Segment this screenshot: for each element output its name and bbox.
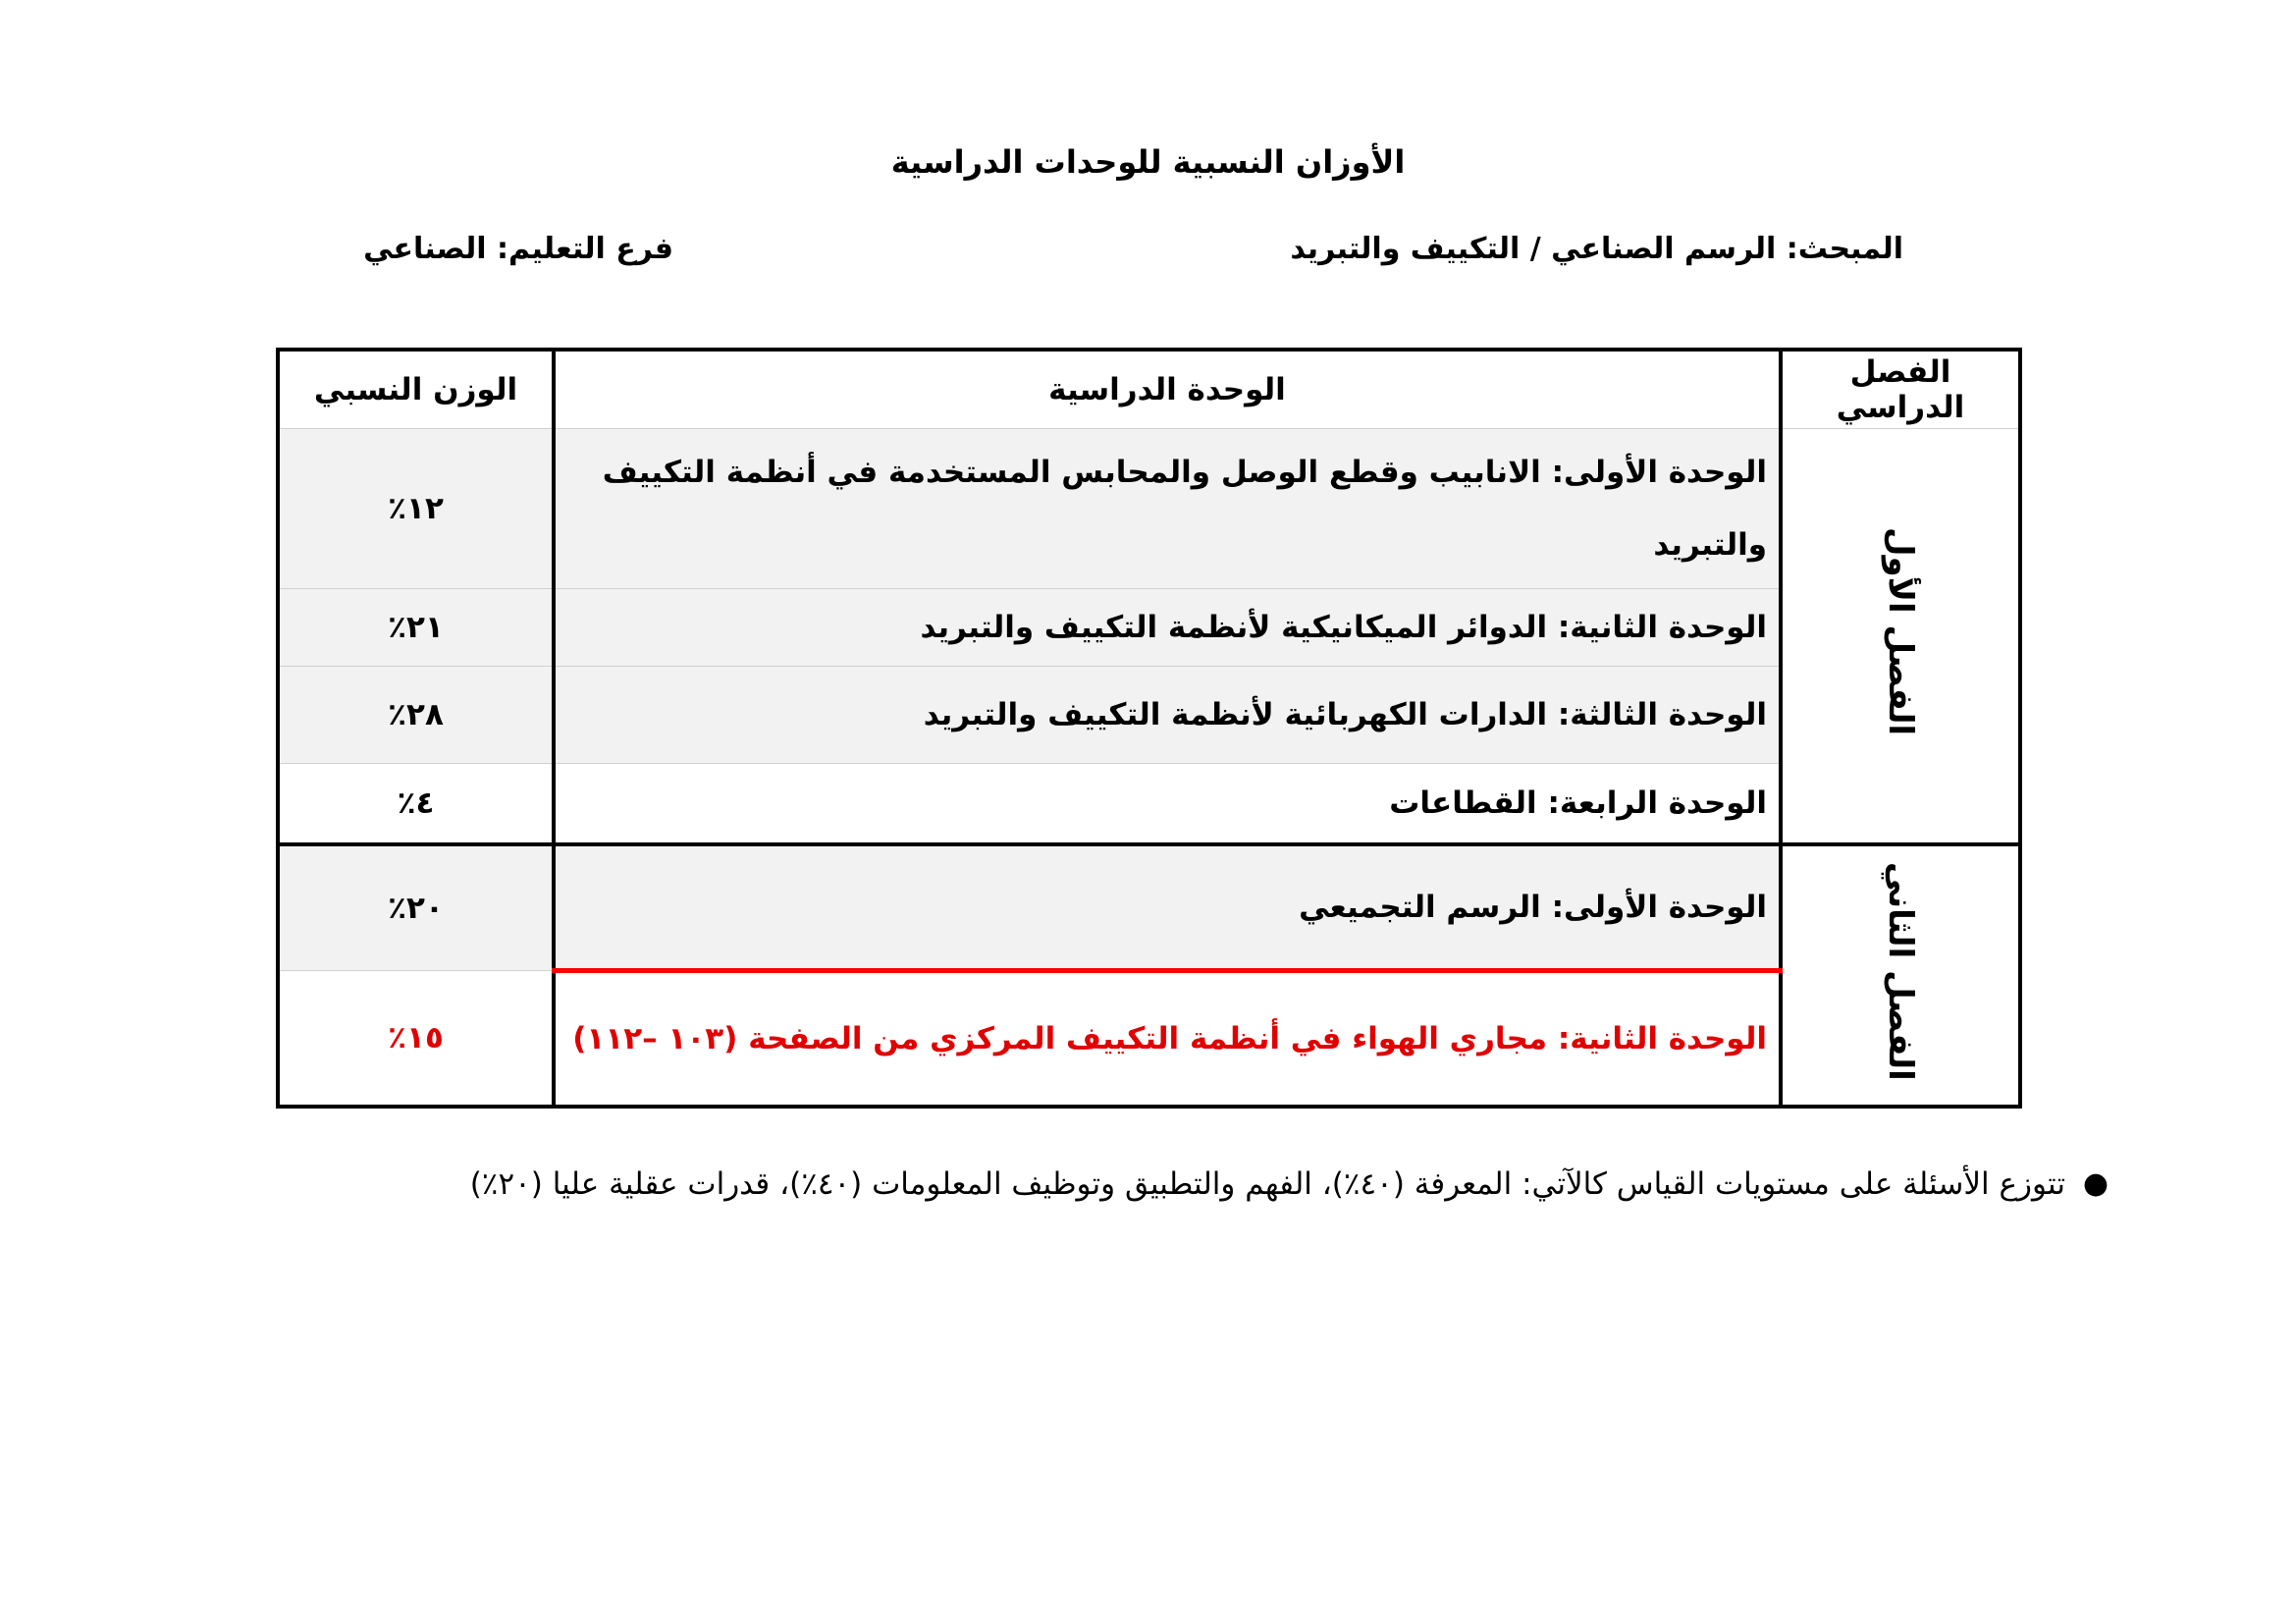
unit-cell: الوحدة الأولى: الانابيب وقطع الوصل والمحابس المستخدمة في أنظمة التكييف والتبريد <box>554 429 1781 589</box>
weight-cell: ٤٪ <box>278 764 554 845</box>
unit-cell: الوحدة الرابعة: القطاعات <box>554 764 1781 845</box>
unit-cell: الوحدة الأولى: الرسم التجميعي <box>554 844 1781 971</box>
table-row <box>278 589 2020 667</box>
table-header-row <box>278 350 2020 429</box>
table-row-highlighted <box>278 971 2020 1108</box>
assessment-note <box>210 1159 2109 1210</box>
header-semester: الفصل الدراسي <box>1781 350 2020 429</box>
semester-name: الفصل الأول <box>1881 527 1920 736</box>
table-row <box>278 429 2020 589</box>
table-row <box>278 844 2020 971</box>
table-row <box>278 764 2020 845</box>
weight-cell: ٢١٪ <box>278 589 554 667</box>
weight-cell-highlighted: ١٥٪ <box>278 971 554 1108</box>
semester-name: الفصل الثاني <box>1881 862 1920 1081</box>
page-title: الأوزان النسبية للوحدات الدراسية <box>890 143 1406 181</box>
header-unit: الوحدة الدراسية <box>554 350 1781 429</box>
weight-cell: ٢٠٪ <box>278 844 554 971</box>
table-row <box>278 667 2020 764</box>
unit-cell: الوحدة الثالثة: الدارات الكهربائية لأنظمة التكييف والتبريد <box>554 667 1781 764</box>
units-weight-table <box>276 348 2022 1109</box>
weight-cell: ٢٨٪ <box>278 667 554 764</box>
semester-cell-first <box>1781 429 2020 845</box>
unit-cell: الوحدة الثانية: الدوائر الميكانيكية لأنظمة التكييف والتبريد <box>554 589 1781 667</box>
subject-label: المبحث: الرسم الصناعي / التكييف والتبريد <box>1290 232 1903 266</box>
branch-label: فرع التعليم: الصناعي <box>363 232 673 266</box>
unit-cell-highlighted: الوحدة الثانية: مجاري الهواء في أنظمة التكييف المركزي من الصفحة (١٠٣ –١١٢) <box>554 971 1781 1108</box>
semester-cell-second <box>1781 844 2020 1107</box>
weight-cell: ١٢٪ <box>278 429 554 589</box>
header-weight: الوزن النسبي <box>278 350 554 429</box>
bullet-icon: ● <box>2082 1166 2109 1201</box>
note-text: تتوزع الأسئلة على مستويات القياس كالآتي: المعرفة (٤٠٪)، الفهم والتطبيق وتوظيف المعلومات (٤٠٪)، قدرات عقلية عليا (٢٠٪) <box>469 1166 2065 1202</box>
